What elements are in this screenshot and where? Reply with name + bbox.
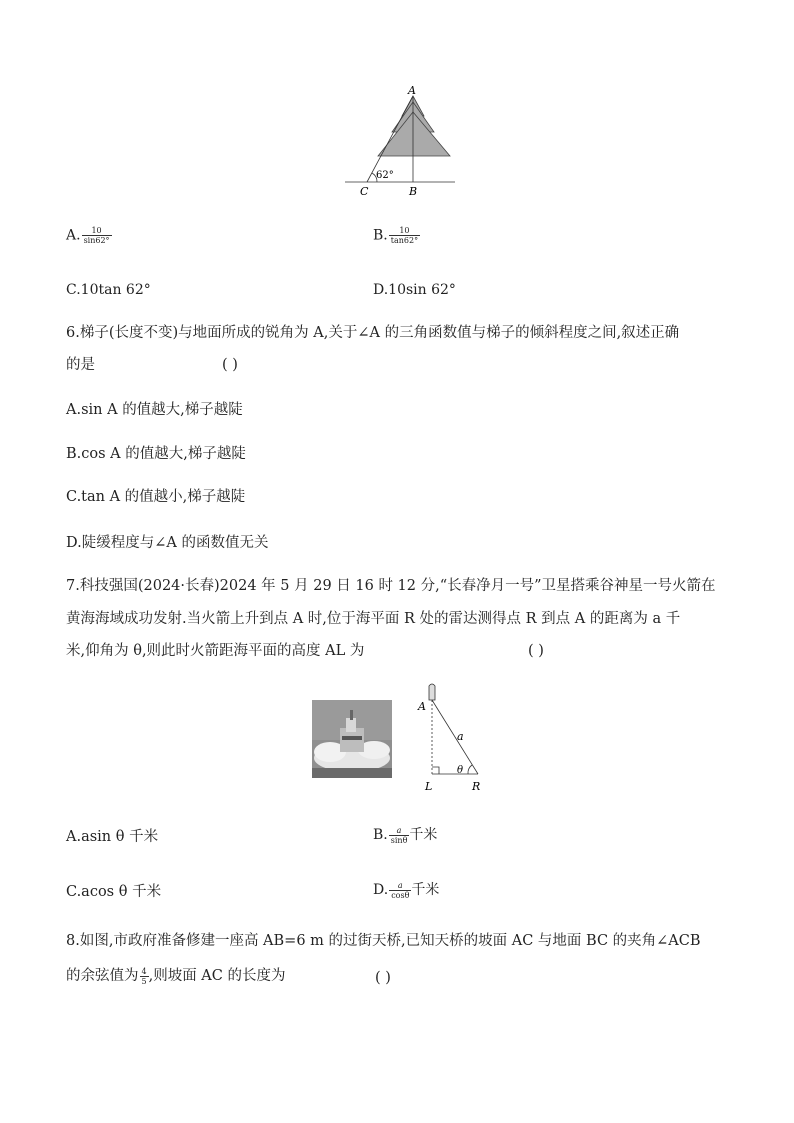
rocket-triangle-figure bbox=[412, 682, 492, 794]
tree-figure bbox=[340, 82, 460, 200]
q7-option-d[interactable]: D. $\frac{a}{\cos\theta}$ 千米 bbox=[373, 880, 440, 900]
q6-option-d[interactable]: D.陡缓程度与∠A 的函数值无关 bbox=[66, 535, 269, 551]
label-l: L bbox=[425, 780, 433, 793]
q6-answer-paren: ( ) bbox=[222, 357, 238, 373]
q7-stem-line1: 7.科技强国(2024·长春)2024 年 5 月 29 日 16 时 12 分,“长春净月一号”卫星搭乘谷神星一号火箭在 bbox=[66, 578, 716, 594]
label-b: B bbox=[409, 185, 418, 198]
angle-label: 62° bbox=[376, 170, 394, 181]
q7-option-b[interactable]: B. $\frac{a}{\sin\theta}$ 千米 bbox=[373, 825, 438, 845]
q5-option-a-fraction: $\frac{10}{\sin 62^\circ}$ bbox=[83, 226, 110, 245]
rocket-launch-photo bbox=[312, 700, 392, 778]
q8-answer-paren: ( ) bbox=[375, 970, 391, 986]
q8-stem-line1: 8.如图,市政府准备修建一座高 AB=6 m 的过街天桥,已知天桥的坡面 AC 与地面 BC 的夹角∠ACB bbox=[66, 933, 701, 949]
rocket-icon bbox=[429, 684, 435, 700]
q7-option-a[interactable]: A.asin θ 千米 bbox=[66, 829, 159, 845]
q6-option-a[interactable]: A.sin A 的值越大,梯子越陡 bbox=[66, 402, 243, 418]
label-c: C bbox=[360, 185, 369, 198]
q5-option-c[interactable]: C.10tan 62° bbox=[66, 282, 151, 298]
q5-option-d[interactable]: D.10sin 62° bbox=[373, 282, 456, 298]
label-r: R bbox=[472, 780, 481, 793]
right-angle-mark bbox=[432, 767, 439, 774]
q7-option-c[interactable]: C.acos θ 千米 bbox=[66, 884, 162, 900]
label-a: A bbox=[408, 84, 416, 97]
q7-option-b-fraction: $\frac{a}{\sin\theta}$ bbox=[390, 825, 408, 845]
q7-stem-line2: 黄海海域成功发射.当火箭上升到点 A 时,位于海平面 R 处的雷达测得点 R 到点 A 的距离为 a 千 bbox=[66, 611, 681, 627]
q7-option-d-fraction: $\frac{a}{\cos\theta}$ bbox=[391, 880, 410, 900]
slant-line-ar bbox=[432, 700, 478, 774]
theta-arc bbox=[468, 765, 472, 774]
q8-cosine-fraction: $\frac{4}{5}$ bbox=[141, 966, 147, 986]
q7-stem-line3: 米,仰角为 θ,则此时火箭距海平面的高度 AL 为 bbox=[66, 643, 365, 659]
q5-option-a[interactable]: A. $\frac{10}{\sin 62^\circ}$ bbox=[66, 226, 110, 245]
label-side-a: a bbox=[457, 730, 464, 743]
q6-option-b[interactable]: B.cos A 的值越大,梯子越陡 bbox=[66, 446, 246, 462]
q5-option-b[interactable]: B. $\frac{10}{\tan 62^\circ}$ bbox=[373, 226, 419, 245]
label-theta: θ bbox=[457, 765, 464, 776]
q8-stem-line2: 的余弦值为 $\frac{4}{5}$ ,则坡面 AC 的长度为 bbox=[66, 966, 286, 986]
label-a: A bbox=[418, 700, 426, 713]
q6-option-c[interactable]: C.tan A 的值越小,梯子越陡 bbox=[66, 489, 246, 505]
q7-answer-paren: ( ) bbox=[528, 643, 544, 659]
tree-layer-bottom bbox=[378, 112, 450, 156]
q6-stem-line1: 6.梯子(长度不变)与地面所成的锐角为 A,关于∠A 的三角函数值与梯子的倾斜程度之间,叙述正确 bbox=[66, 325, 680, 341]
q5-option-b-fraction: $\frac{10}{\tan 62^\circ}$ bbox=[390, 226, 419, 245]
q6-stem-line2: 的是 bbox=[66, 357, 95, 373]
